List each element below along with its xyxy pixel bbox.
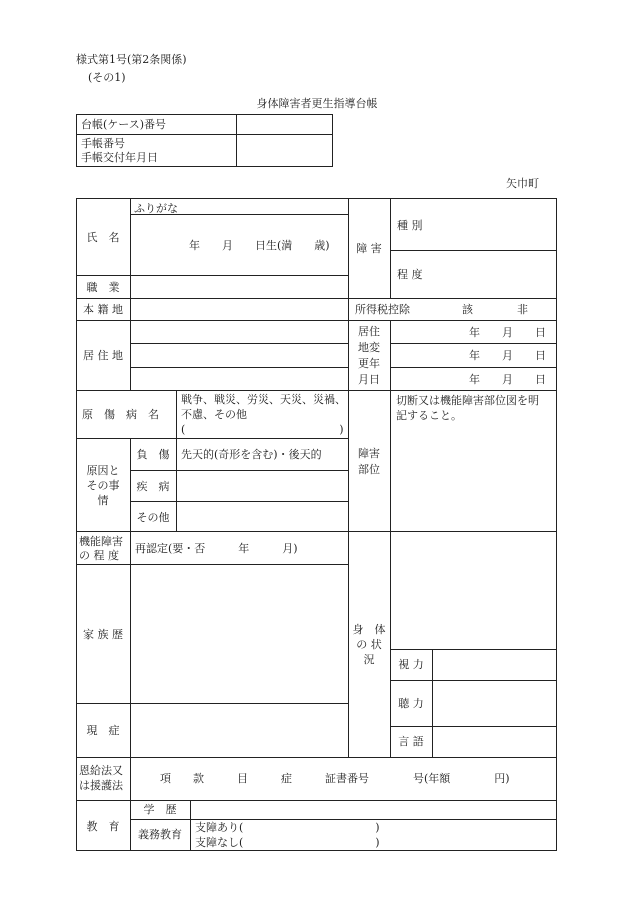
- residence-date-1: 年 月 日: [469, 326, 546, 339]
- vision-label: 視 力: [398, 658, 424, 671]
- residence-date-2: 年 月 日: [469, 349, 546, 362]
- academic-label: 学 歴: [143, 803, 177, 816]
- pension-items: 項 款 目 症 証書番号 号(年額 円): [160, 772, 510, 785]
- residence-change-1: 居住: [358, 325, 380, 338]
- function-degree-2: の 程 度: [79, 549, 119, 562]
- residence-change-3: 更年: [358, 357, 380, 370]
- degree-label: 程 度: [397, 268, 423, 281]
- page-title: 身体障害者更生指導台帳: [256, 97, 378, 110]
- form-number: 様式第1号(第2条関係): [76, 53, 187, 66]
- compulsory-label: 義務教育: [138, 828, 182, 841]
- reexam-field: 再認定(要・否 年 月): [135, 542, 298, 555]
- site-note-2: 記すること。: [396, 409, 462, 422]
- site-note-1: 切断又は機能障害部位図を明: [396, 394, 539, 407]
- disability-label: 障 害: [356, 242, 382, 255]
- illness-label: 疾 病: [136, 480, 170, 493]
- other-label: その他: [136, 511, 170, 524]
- family-history-label: 家 族 歴: [83, 628, 123, 641]
- cause-circumstance-1: 原因と: [86, 464, 120, 477]
- disability-site-1: 障害: [358, 447, 380, 460]
- cause-disease-label: 原 傷 病 名: [82, 408, 159, 421]
- education-label: 教 育: [86, 820, 120, 833]
- tax-deduction-label: 所得税控除: [355, 303, 410, 316]
- residence-change-2: 地変: [358, 341, 380, 354]
- hearing-label: 聴 力: [398, 697, 424, 710]
- name-label: 氏 名: [86, 231, 120, 244]
- pension-label-1: 恩給法又: [79, 764, 123, 777]
- birth-date-field: 年 月 日生(満 歳): [189, 239, 330, 252]
- kind-label: 種 別: [397, 219, 423, 232]
- cause-options-2: 不慮、その他: [181, 408, 247, 421]
- function-degree-1: 機能障害: [79, 535, 123, 548]
- body-condition-1: 身 体: [352, 623, 386, 636]
- present-condition-label: 現 症: [86, 724, 120, 737]
- town-name: 矢巾町: [506, 177, 539, 190]
- disability-site-2: 部位: [358, 463, 380, 476]
- hindered-field: 支障あり( ): [195, 821, 380, 834]
- residence-date-3: 年 月 日: [469, 373, 546, 386]
- residence-change-4: 月日: [358, 373, 380, 386]
- injury-label: 負 傷: [136, 448, 170, 461]
- speech-label: 言 語: [398, 735, 424, 748]
- case-number-label: 台帳(ケース)番号: [81, 118, 167, 131]
- body-condition-3: 況: [363, 653, 375, 666]
- form-sub: (その1): [88, 71, 126, 84]
- notebook-number-label: 手帳番号: [81, 137, 125, 150]
- cause-circumstance-3: 情: [97, 494, 109, 507]
- cause-options-3: ( ): [181, 423, 344, 436]
- domicile-label: 本 籍 地: [83, 303, 123, 316]
- occupation-label: 職 業: [86, 281, 120, 294]
- pension-label-2: は援護法: [79, 779, 123, 792]
- body-condition-2: の 状: [356, 638, 382, 651]
- furigana-label: ふりがな: [134, 202, 178, 215]
- cause-options-1: 戦争、戦災、労災、天災、災禍、: [181, 393, 346, 406]
- injury-value: 先天的(奇形を含む)・後天的: [181, 448, 322, 461]
- not-hindered-field: 支障なし( ): [195, 836, 380, 849]
- tax-applicable-field: 該 非: [462, 303, 528, 316]
- issue-date-label: 手帳交付年月日: [81, 151, 158, 164]
- cause-circumstance-2: その事: [86, 479, 120, 492]
- residence-label: 居 住 地: [83, 349, 123, 362]
